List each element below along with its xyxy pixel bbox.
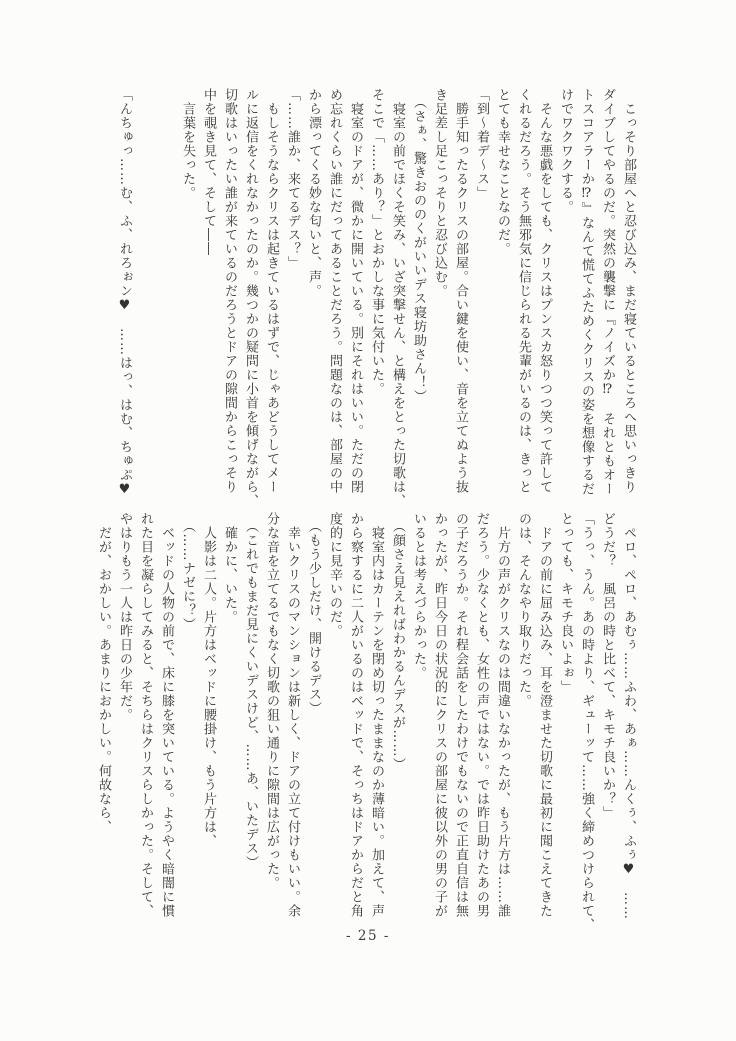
- text-column: 寝室内はカーテンを閉め切ったままなのか薄暗い。加えて、声: [369, 512, 384, 918]
- text-column: れた目を凝らしてみると、そちらはクリスらしかった。そして、: [138, 512, 153, 918]
- text-column: ダイブしてやるのだ。突然の襲撃に『ノイズか⁉ それともオー: [600, 88, 615, 496]
- text-column: やはりもう一人は昨日の少年だ。: [117, 512, 132, 722]
- text-column: （これでもまだ見にくいデスけど、……あ、いたデス）: [243, 512, 258, 870]
- text-column: め忘れくらい誰にだってあることだろう。問題なのは、部屋の中: [327, 88, 342, 494]
- text-column: （顔さえ見えればわかるんデスが……）: [390, 512, 405, 772]
- text-column: 「……誰か、来てるデス？」: [285, 88, 300, 270]
- text-column: もしそうならクリスは起きているはずで、じゃあどうしてメー: [264, 88, 279, 494]
- text-column: 中を覗き見て、そして――: [201, 88, 216, 256]
- text-column: ドアの前に屈み込み、耳を澄ませた切歌に最初に聞こえてきた: [537, 512, 552, 918]
- text-column: 片方の声がクリスなのは間違いなかったが、もう片方は……誰: [495, 512, 510, 918]
- text-column: （さぁ、驚きおののくがいいデス寝坊助さん！）: [411, 88, 426, 404]
- text-column: けでワクワクする。: [558, 88, 573, 214]
- text-column: [156, 88, 177, 510]
- text-column: 「うっ、うん。あの時より、ギューッて……強く締めつけられて、: [579, 512, 594, 932]
- text-column: どうだ？ 風呂の時と比べて、キモチ良いか？」: [600, 512, 615, 820]
- text-column: 切歌はいったい誰が来ているのだろうとドアの隙間からこっそり: [222, 88, 237, 494]
- text-column: ペロ、ペロ、あむぅ……ふわ、あぁ……んくぅ、ふぅ♥ ……: [621, 512, 636, 920]
- text-column: 言葉を失った。: [180, 88, 195, 200]
- text-column: から漂ってくる妙な匂いと、声。: [306, 88, 321, 298]
- text-column: こっそり部屋へと忍び込み、まだ寝ているところへ思いっきり: [621, 88, 636, 494]
- text-column: だろう。少なくとも、女性の声ではない。では昨日助けたあの男: [474, 512, 489, 918]
- text-column: とっても、キモチ良いよぉ」: [558, 512, 573, 694]
- bottom-text-block: [93, 512, 639, 934]
- page-number: - 25 -: [346, 928, 390, 944]
- text-column: だが、おかしい。あまりにおかしい。何故なら、: [96, 512, 111, 834]
- text-column: そんな悪戯をしても、クリスはプンスカ怒りつつ笑って許して: [537, 88, 552, 494]
- top-text-block: [114, 88, 639, 510]
- text-column: 確かに、いた。: [222, 512, 237, 624]
- text-column: き足差し足こっそりと忍び込む。: [432, 88, 447, 298]
- text-column: （もう少しだけ、開けるデス）: [306, 512, 321, 716]
- text-column: 「んちゅっ……む、ふ、れろぉン♥ ……はっ、はむ、ちゅぷ♥: [117, 88, 132, 498]
- text-column: 寝室の前でほくそ笑み、いざ突撃せん、と構えをとった切歌は、: [390, 88, 405, 508]
- text-column: とても幸せなことなのだ。: [495, 88, 510, 256]
- text-column: いるとは考えづらかった。: [411, 512, 426, 680]
- text-column: （……ナゼに？）: [180, 512, 195, 632]
- text-column: トスコアラーか⁉』なんて慌てふためくクリスの姿を想像するだ: [579, 88, 594, 496]
- text-column: のは、そんなやり取りだった。: [516, 512, 531, 708]
- text-column: 度的に見辛いのだ。: [327, 512, 342, 638]
- text-column: 人影は二人。片方はベッドに腰掛け、もう片方は、: [201, 512, 216, 848]
- text-column: かったが、昨日今日の状況的にクリスの部屋に彼以外の男の子が: [432, 512, 447, 918]
- text-column: の子だろうか。それ程会話をしたわけでもないので正直自信は無: [453, 512, 468, 918]
- text-column: 勝手知ったるクリスの部屋。合い鍵を使い、音を立てぬよう抜: [453, 88, 468, 494]
- text-column: 「到〜着デ〜ス」: [474, 88, 489, 200]
- text-column: そこで「……あり？」とおかしな事に気付いた。: [369, 88, 384, 396]
- text-column: 寝室のドアが、微かに開いている。別にそれはいい。ただの閉: [348, 88, 363, 494]
- text-column: ベッドの人物の前で、床に膝を突いている。ようやく暗闇に慣: [159, 512, 174, 918]
- text-column: から察するに二人がいるのはベッドで、そっちはドアからだと角: [348, 512, 363, 918]
- text-column: ルに返信をくれなかったのか。幾つかの疑問に小首を傾げながら、: [243, 88, 258, 508]
- text-column: [135, 88, 156, 510]
- text-column: くれるだろう。そう無邪気に信じられる先輩がいるのは、きっと: [516, 88, 531, 494]
- text-column: 分な音を立てるでもなく切歌の狙い通りに隙間は広がった。: [264, 512, 279, 890]
- text-column: 幸いクリスのマンションは新しく、ドアの立て付けもいい。余: [285, 512, 300, 918]
